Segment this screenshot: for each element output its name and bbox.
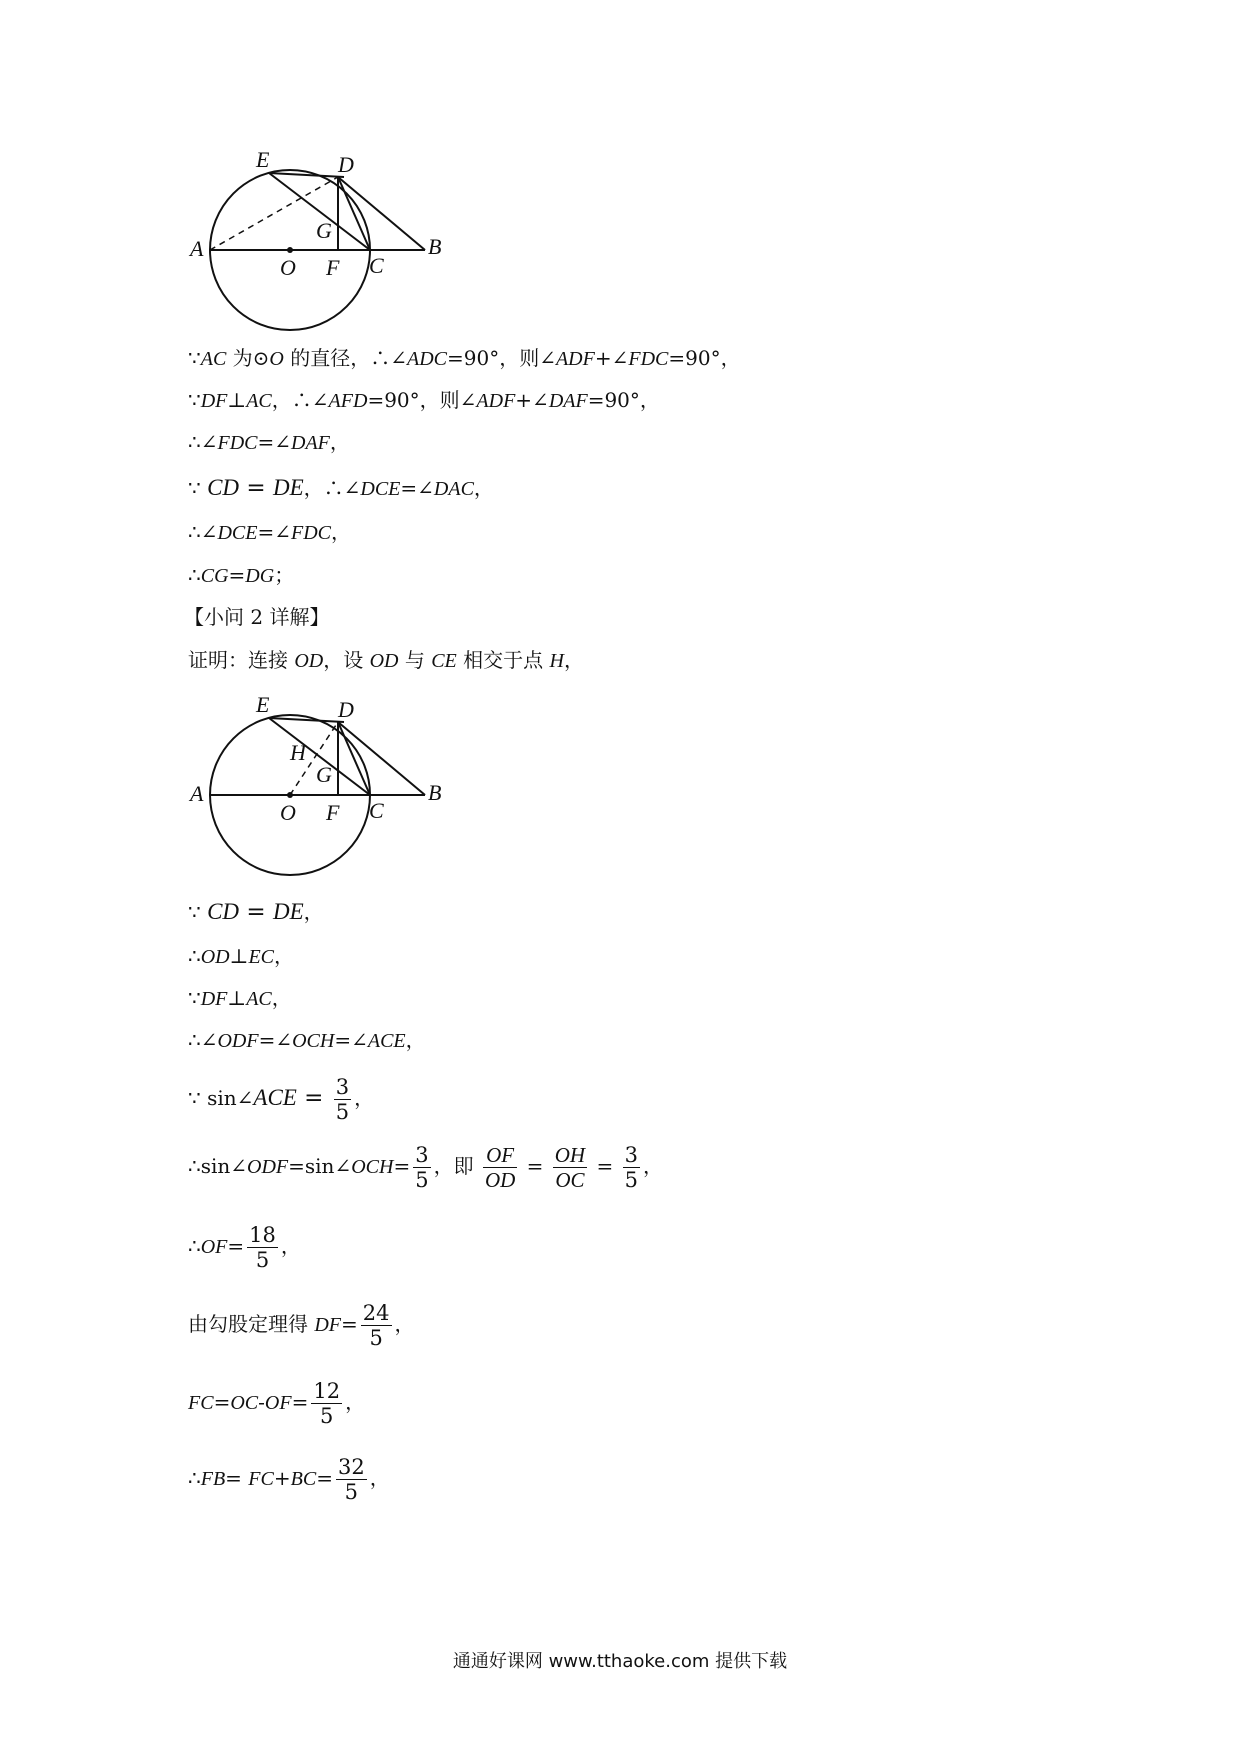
label-f: F	[326, 800, 340, 825]
proof-line-6: ∴CG=DG；	[188, 563, 295, 587]
fraction-3-5: $\frac{3}{5}$	[415, 1143, 429, 1192]
part2-line-6: ∴sin∠ODF=sin∠OCH= $\frac{3}{5}$ ，即 $\frac{OF}{OD}$ = $\frac{OH}{OC}$ = $\frac{3}{5}$ ，	[188, 1143, 663, 1192]
fraction-of-od: $\frac{OF}{OD}$	[484, 1143, 516, 1192]
geometry-figure-1	[180, 140, 460, 340]
part2-line-7: ∴OF= $\frac{18}{5}$ ，	[188, 1223, 301, 1272]
part2-line-2: ∴OD⊥EC，	[188, 944, 294, 968]
label-b: B	[428, 234, 442, 259]
center-dot	[287, 247, 293, 253]
part2-line-3: ∵DF⊥AC，	[188, 986, 292, 1010]
figure-2-svg	[180, 690, 460, 890]
label-d: D	[338, 697, 354, 722]
label-c: C	[369, 253, 384, 278]
proof-line-5: ∴∠DCE=∠FDC，	[188, 520, 351, 544]
segment-ed	[269, 718, 344, 722]
label-h: H	[290, 740, 306, 765]
label-o: O	[280, 800, 296, 825]
geometry-figure-2	[180, 690, 460, 890]
fraction-24-5: $\frac{24}{5}$	[362, 1301, 390, 1350]
proof-line-3: ∴∠FDC=∠DAF，	[188, 430, 350, 454]
part2-line-1: ∵ CD = DE，	[188, 899, 324, 925]
fraction-12-5: $\frac{12}{5}$	[313, 1379, 341, 1428]
segment-db	[338, 177, 425, 250]
label-a: A	[190, 781, 204, 806]
label-o: O	[280, 255, 296, 280]
proof-line-4: ∵ CD = DE，∴∠DCE=∠DAC，	[188, 475, 494, 501]
proof-line-1: ∵AC 为⊙O 的直径，∴∠ADC=90°，则∠ADF+∠FDC=90°，	[188, 346, 741, 370]
label-e: E	[256, 692, 270, 717]
fraction-32-5: $\frac{32}{5}$	[337, 1455, 365, 1504]
fraction-3-5: $\frac{3}{5}$	[624, 1143, 638, 1192]
part2-line-5: ∵ sin∠ACE = $\frac{3}{5}$ ，	[188, 1075, 375, 1124]
label-c: C	[369, 798, 384, 823]
segment-db	[338, 722, 425, 795]
label-e: E	[256, 147, 270, 172]
part2-line-4: ∴∠ODF=∠OCH=∠ACE，	[188, 1028, 426, 1052]
label-a: A	[190, 236, 204, 261]
part-2-intro: 证明：连接 OD，设 OD 与 CE 相交于点 H，	[188, 648, 584, 672]
fraction-3-5: $\frac{3}{5}$	[335, 1075, 350, 1124]
part-2-heading: 【小问 2 详解】	[184, 605, 330, 629]
label-g: G	[316, 218, 332, 243]
label-b: B	[428, 780, 442, 805]
fraction-oh-oc: $\frac{OH}{OC}$	[554, 1143, 586, 1192]
label-d: D	[338, 152, 354, 177]
figure-1-svg	[180, 140, 460, 340]
label-f: F	[326, 255, 340, 280]
center-dot	[287, 792, 293, 798]
page-footer: 通通好课网 www.tthaoke.com 提供下载	[452, 1651, 788, 1672]
fraction-18-5: $\frac{18}{5}$	[249, 1223, 276, 1272]
segment-ed	[269, 173, 344, 177]
part2-line-9: FC=OC-OF= $\frac{12}{5}$ ，	[188, 1379, 366, 1428]
proof-line-2: ∵DF⊥AC，∴∠AFD=90°，则∠ADF+∠DAF=90°，	[188, 388, 660, 412]
part2-line-10: ∴FB= FC+BC= $\frac{32}{5}$ ，	[188, 1455, 390, 1504]
label-g: G	[316, 762, 332, 787]
part2-line-8: 由勾股定理得 DF= $\frac{24}{5}$ ，	[188, 1301, 415, 1350]
